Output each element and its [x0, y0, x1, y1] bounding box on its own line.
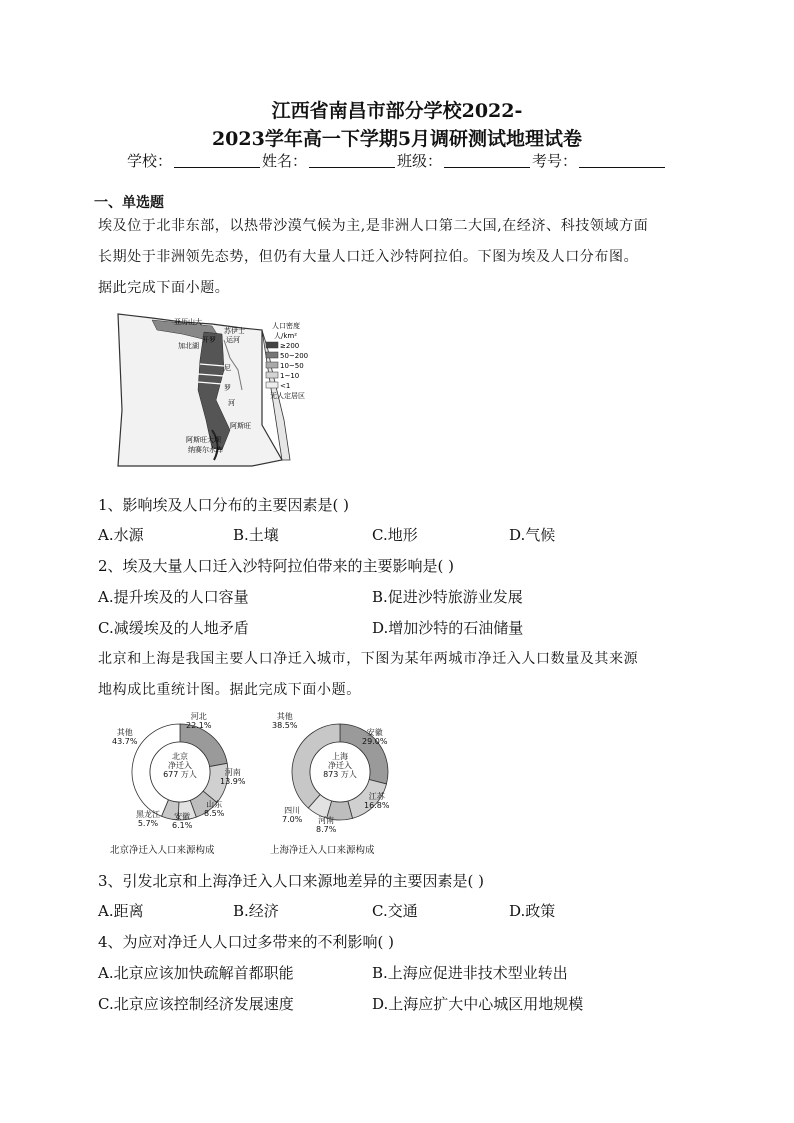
q1-option-a[interactable]: A.水源 [98, 526, 144, 544]
beijing-label-other-value: 43.7% [112, 737, 138, 746]
shanghai-label-jiangsu-value: 16.8% [364, 801, 390, 810]
passage1-line1: 埃及位于北非东部，以热带沙漠气候为主,是非洲人口第二大国,在经济、科技领域方面 [98, 218, 649, 234]
q1-option-b[interactable]: B.土壤 [233, 526, 279, 544]
legend-item-2: 50~200 [280, 352, 309, 360]
shanghai-chart-caption: 上海净迁入人口来源构成 [270, 845, 375, 856]
q1-stem: 1、影响埃及人口分布的主要因素是( ) [98, 496, 350, 514]
legend-swatch-5 [266, 382, 278, 388]
legend-swatch-2 [266, 352, 278, 358]
passage2 [98, 644, 698, 706]
beijing-label-hebei-value: 22.1% [186, 721, 212, 730]
map-legend [266, 321, 308, 400]
beijing-label-anhui-name: 安徽 [174, 812, 191, 821]
legend-swatch-1 [266, 342, 278, 348]
map-label-luo: 罗 [224, 384, 231, 392]
shanghai-label-henan [316, 816, 336, 834]
egypt-population-map [112, 310, 332, 472]
legend-item-1: ≥200 [280, 342, 300, 350]
shanghai-center-line2: 净迁入 [328, 761, 352, 770]
beijing-chart-caption: 北京净迁入人口来源构成 [110, 845, 215, 856]
legend-item-5: <1 [280, 382, 291, 390]
shanghai-label-sichuan-name: 四川 [284, 806, 301, 815]
q1-option-c[interactable]: C.地形 [372, 526, 418, 544]
map-label-he: 河 [228, 399, 235, 407]
page-title-line2: 2023学年高一下学期5月调研测试地理试卷 [211, 128, 583, 150]
shanghai-label-jiangsu [364, 792, 389, 810]
q4-option-c[interactable]: C.北京应该控制经济发展速度 [98, 995, 294, 1013]
q4-stem: 4、为应对净迁人人口过多带来的不利影响( ) [98, 933, 395, 951]
shanghai-label-anhui-name: 安徽 [366, 728, 383, 737]
school-blank [174, 153, 260, 168]
passage1-line3: 据此完成下面小题。 [98, 280, 230, 296]
beijing-label-shandong-value: 8.5% [204, 809, 225, 818]
beijing-label-heilongjiang-value: 5.7% [137, 819, 159, 828]
shanghai-center-line1: 上海 [332, 752, 348, 761]
name-blank [309, 153, 395, 168]
beijing-label-hebei [186, 712, 211, 730]
exam-no-label: 考号： [532, 152, 578, 170]
shanghai-label-jiangsu-name: 江苏 [368, 792, 385, 801]
beijing-center-line3: 677 万人 [163, 770, 197, 779]
beijing-label-heilongjiang-name: 黑龙江 [136, 810, 160, 819]
q2-option-d[interactable]: D.增加沙特的石油储量 [372, 619, 524, 637]
map-label-alexandria: 亚历山大 [174, 318, 202, 326]
q4-option-d[interactable]: D.上海应扩大中心城区用地规模 [372, 995, 584, 1013]
legend-item-3: 10~50 [280, 362, 304, 370]
beijing-center-label [142, 752, 218, 779]
beijing-label-henan-value: 13.9% [220, 777, 246, 786]
class-label: 班级： [397, 152, 443, 170]
map-label-lake: 加北湖 [178, 342, 199, 350]
map-label-cairo: 开罗 [202, 336, 216, 344]
q3-option-d[interactable]: D.政策 [509, 902, 556, 920]
beijing-label-anhui [172, 812, 192, 830]
shanghai-label-henan-value: 8.7% [316, 825, 337, 834]
shanghai-label-other [272, 712, 297, 730]
q1-option-d[interactable]: D.气候 [509, 526, 556, 544]
map-label-canal: 运河 [226, 336, 240, 344]
map-label-ni: 尼 [224, 364, 231, 372]
passage2-line2: 地构成比重统计图。据此完成下面小题。 [98, 682, 361, 698]
class-blank [444, 153, 530, 168]
map-label-aswan: 阿斯旺 [230, 422, 251, 430]
beijing-center-line1: 北京 [172, 752, 188, 761]
legend-unit: 人/km² [274, 332, 298, 340]
passage1-line2: 长期处于非洲领先态势，但仍有大量人口迁入沙特阿拉伯。下图为埃及人口分布图。 [98, 249, 639, 265]
shanghai-label-anhui [362, 728, 387, 746]
shanghai-center-line3: 873 万人 [323, 770, 357, 779]
shanghai-label-sichuan-value: 7.0% [282, 815, 303, 824]
q2-option-b[interactable]: B.促进沙特旅游业发展 [372, 588, 523, 606]
q4-option-b[interactable]: B.上海应促进非技术型业转出 [372, 964, 568, 982]
shanghai-label-other-name: 其他 [276, 712, 293, 721]
legend-item-4: 1~10 [280, 372, 300, 380]
beijing-center-line2: 净迁入 [168, 761, 192, 770]
exam-no-blank [579, 153, 665, 168]
section-title: 一、单选题 [94, 195, 164, 211]
school-label: 学校： [126, 152, 172, 170]
shanghai-center-label [302, 752, 378, 779]
q2-option-a[interactable]: A.提升埃及的人口容量 [98, 588, 249, 606]
legend-title: 人口密度 [272, 322, 300, 330]
shanghai-label-sichuan [282, 806, 302, 824]
beijing-label-henan-name: 河南 [224, 768, 241, 777]
legend-item-6: 无人定居区 [270, 392, 305, 400]
q3-option-a[interactable]: A.距离 [98, 902, 144, 920]
beijing-label-shandong [204, 800, 224, 818]
student-info-row [0, 150, 794, 171]
name-label: 姓名： [261, 152, 307, 170]
passage1 [98, 211, 698, 304]
q4-option-a[interactable]: A.北京应该加快疏解首都职能 [98, 964, 294, 982]
beijing-label-heilongjiang [136, 810, 160, 828]
beijing-label-anhui-value: 6.1% [172, 821, 193, 830]
beijing-label-shandong-name: 山东 [206, 800, 223, 809]
map-label-lake-nasser: 纳赛尔水库 [188, 446, 223, 454]
q3-option-b[interactable]: B.经济 [233, 902, 279, 920]
beijing-label-other-name: 其他 [116, 728, 133, 737]
legend-swatch-3 [266, 362, 278, 368]
shanghai-label-henan-name: 河南 [318, 816, 335, 825]
q2-stem: 2、埃及大量人口迁入沙特阿拉伯带来的主要影响是( ) [98, 557, 455, 575]
q2-option-c[interactable]: C.减缓埃及的人地矛盾 [98, 619, 249, 637]
beijing-label-other [112, 728, 137, 746]
shanghai-label-anhui-value: 29.0% [362, 737, 388, 746]
beijing-label-hebei-name: 河北 [190, 712, 207, 721]
page-title-line1: 江西省南昌市部分学校2022- [271, 100, 523, 122]
shanghai-label-other-value: 38.5% [272, 721, 298, 730]
map-label-aswan-dam: 阿斯旺大坝 [186, 436, 221, 444]
passage2-line1: 北京和上海是我国主要人口净迁入城市，下图为某年两城市净迁入人口数量及其来源 [98, 651, 639, 667]
legend-swatch-4 [266, 372, 278, 378]
beijing-label-henan [220, 768, 245, 786]
q3-option-c[interactable]: C.交通 [372, 902, 418, 920]
map-label-suez: 苏伊士 [224, 327, 245, 335]
q3-stem: 3、引发北京和上海净迁入人口来源地差异的主要因素是( ) [98, 872, 485, 890]
